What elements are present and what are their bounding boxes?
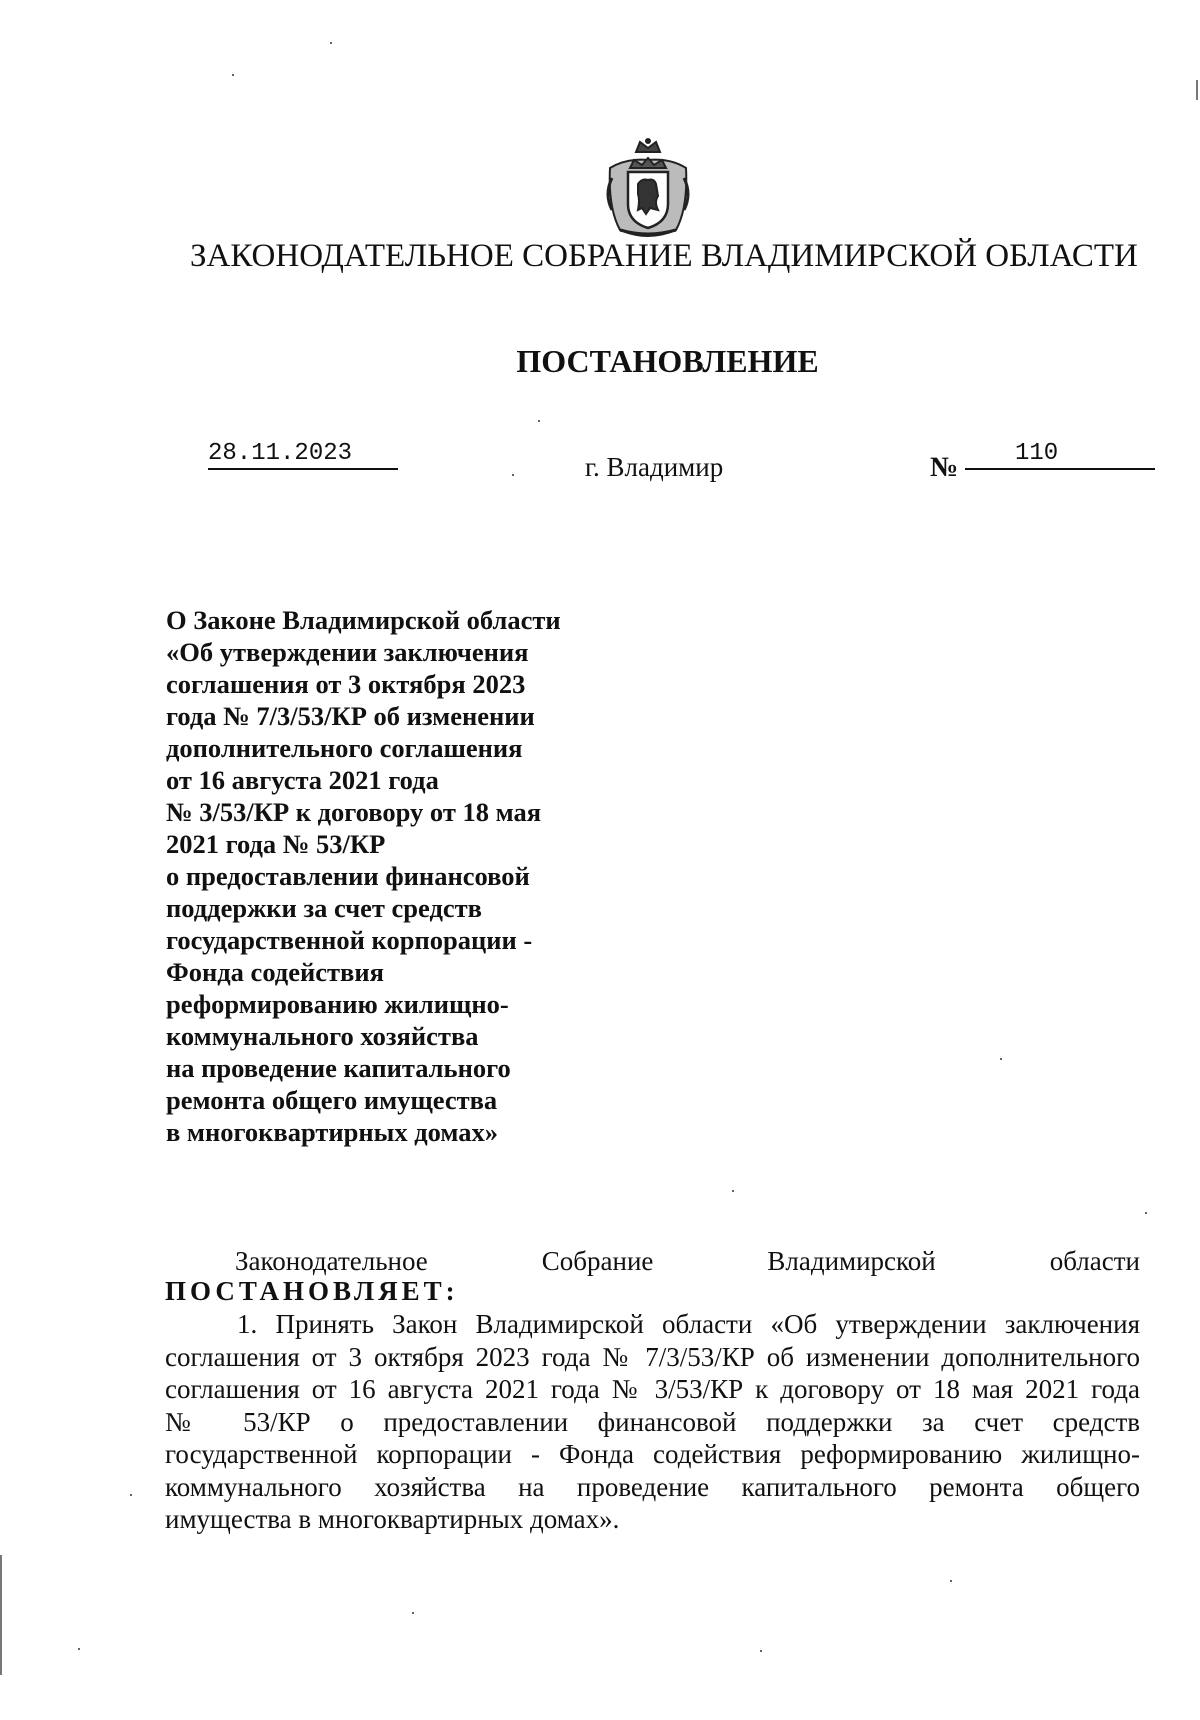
organization-title: ЗАКОНОДАТЕЛЬНОЕ СОБРАНИЕ ВЛАДИМИРСКОЙ ОБЛАСТИ [190,238,1138,274]
scan-speck [412,1612,414,1614]
subject-line: коммунального хозяйства [166,1021,479,1051]
paragraph-line: коммунального хозяйства на проведение капитального ремонта общего [165,1471,1140,1502]
preamble-word: Законодательное [235,1246,428,1276]
document-city: г. Владимир [585,452,724,482]
scan-speck [512,474,514,476]
paragraph-line: государственной корпорации - Фонда содействия реформированию жилищно- [165,1439,1140,1469]
scan-edge-mark [0,1555,2,1675]
document-type-heading: ПОСТАНОВЛЕНИЕ [516,343,819,379]
scan-speck [1145,1212,1147,1214]
subject-line: реформированию жилищно- [166,989,509,1019]
scan-speck [950,1580,952,1582]
subject-line: № 3/53/КР к договору от 18 мая [166,797,542,827]
scan-speck [78,1648,80,1650]
subject-line: поддержки за счет средств [166,893,482,923]
scan-speck [232,74,234,76]
preamble-word: Собрание [541,1246,654,1276]
subject-line: дополнительного соглашения [166,733,523,763]
subject-line: соглашения от 3 октября 2023 [166,669,526,699]
paragraph-line: соглашения от 16 августа 2021 года № 3/53/КР к договору от 18 мая 2021 года [165,1374,1140,1404]
subject-line: в многоквартирных домах» [166,1117,498,1147]
paragraph-line: № 53/КР о предоставлении финансовой поддержки за счет средств [165,1406,1140,1437]
preamble-word: Владимирской [767,1246,936,1276]
subject-line: государственной корпорации - [166,925,533,955]
coat-of-arms-icon [600,138,696,242]
scan-speck [732,1190,734,1192]
scan-speck [130,1494,132,1496]
subject-line: года № 7/3/53/КР об изменении [166,701,535,731]
scan-speck [330,42,332,44]
document-date: 28.11.2023 [208,440,398,470]
subject-line: «Об утверждении заключения [166,637,529,667]
subject-line: от 16 августа 2021 года [166,765,439,795]
subject-line: о предоставлении финансовой [166,861,530,891]
subject-line: на проведение капитального [166,1053,511,1083]
number-label: № [930,452,959,483]
paragraph-line: 1. Принять Закон Владимирской области «Об утверждении заключения [237,1309,1140,1339]
scan-speck [1000,1058,1002,1060]
paragraph-line: имущества в многоквартирных домах». [165,1504,620,1534]
resolution-paragraph [165,1308,1140,1536]
preamble-word: области [1049,1246,1140,1276]
subject-line: О Законе Владимирской области [166,605,561,635]
subject-line: ремонта общего имущества [166,1085,498,1115]
decides-heading: ПОСТАНОВЛЯЕТ: [165,1276,459,1306]
scan-speck [538,420,540,422]
subject-line: 2021 года № 53/КР [166,829,386,859]
document-number: 110 [965,440,1155,470]
scan-speck [760,1650,762,1652]
paragraph-line: соглашения от 3 октября 2023 года № 7/3/53/КР об изменении дополнительного [165,1341,1140,1372]
document-subject [166,604,626,1148]
preamble-line [165,1246,1140,1276]
scan-edge-mark [1196,80,1198,100]
subject-line: Фонда содействия [166,957,384,987]
